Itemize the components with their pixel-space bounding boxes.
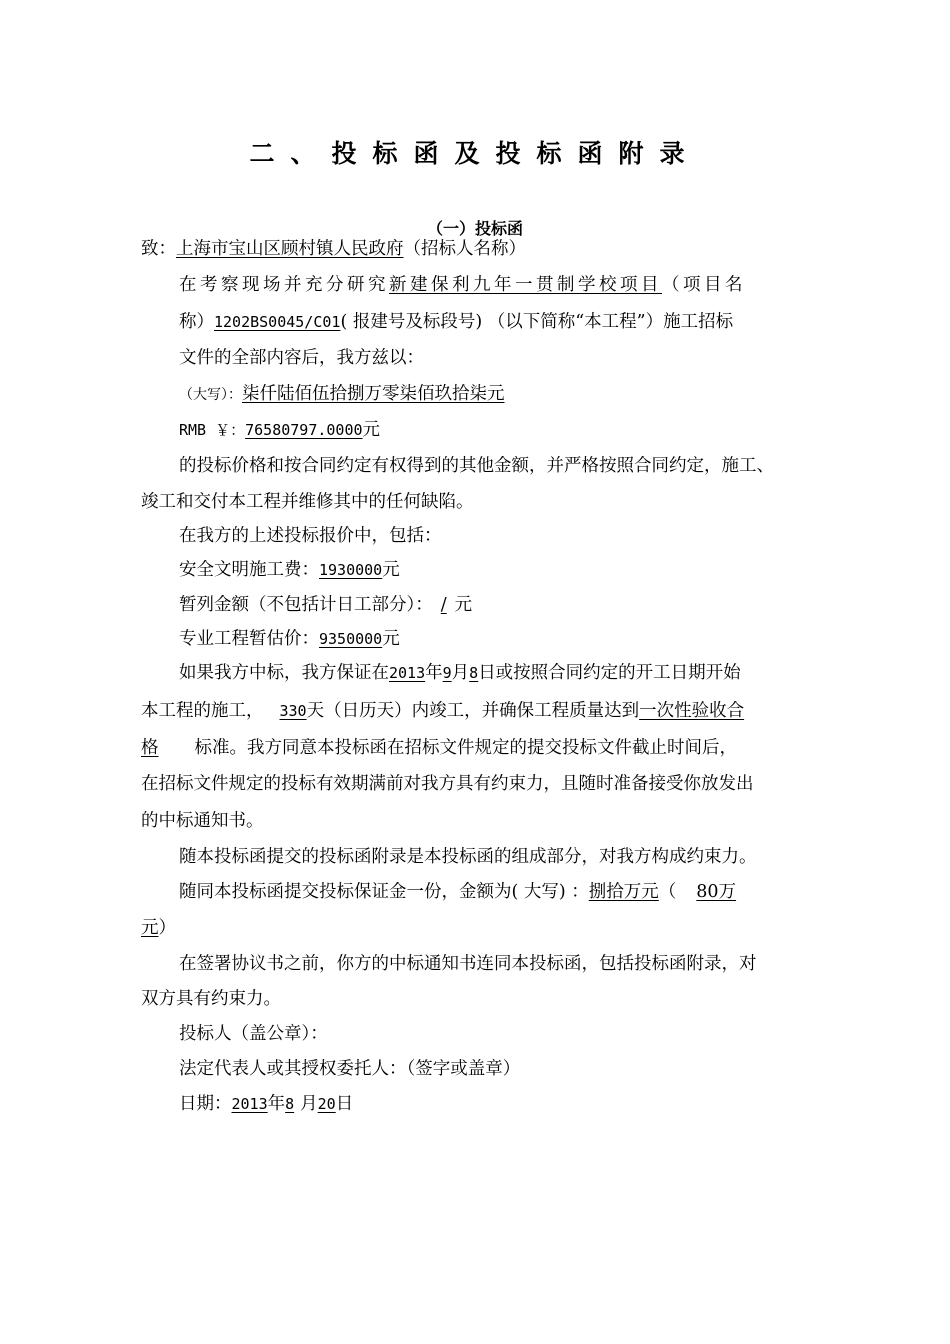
amount-rmb-line: RMB ￥：76580797.0000元 xyxy=(179,420,381,440)
intro-line-1: 在考察现场并充分研究新建保利九年一贯制学校项目（项目名 xyxy=(179,275,746,295)
duration-days: 330 xyxy=(279,702,307,720)
specialty-estimate-value: 9350000 xyxy=(319,630,383,648)
quality-standard: 一次性验收合 xyxy=(639,701,745,721)
safety-fee-value: 1930000 xyxy=(319,561,383,579)
date-month: 8 xyxy=(285,1095,295,1113)
para5-line-2: 双方具有约束力。 xyxy=(141,989,281,1009)
start-day: 8 xyxy=(469,664,479,682)
start-year: 2013 xyxy=(389,664,426,682)
guarantee-amount: 80万 xyxy=(696,882,737,902)
amount-words-value: 柒仟陆佰伍拾捌万零柒佰玖拾柒元 xyxy=(242,384,505,404)
date-year: 2013 xyxy=(231,1095,268,1113)
provisional-sum-value: / xyxy=(440,595,447,615)
guarantee-words: 捌拾万元 xyxy=(588,882,659,902)
intro-line-3: 文件的全部内容后，我方兹以： xyxy=(179,348,424,368)
specialty-estimate-line: 专业工程暂估价：9350000元 xyxy=(179,629,400,649)
amount-words-line xyxy=(179,383,505,406)
para1-line-1: 的投标价格和按合同约定有权得到的其他金额，并严格按照合同约定，施工、 xyxy=(179,456,774,476)
para4-line-1: 随同本投标函提交投标保证金一份，金额为( 大写) ：捌拾万元（ 80万 xyxy=(179,882,737,902)
provisional-sum-line: 暂列金额（不包括计日工部分）： / 元 xyxy=(179,595,473,615)
amount-words-label: （大写）： xyxy=(179,387,242,403)
addressee-line xyxy=(141,238,526,260)
section-subheading: （一）投标函 xyxy=(426,219,523,238)
para2-line-1: 如果我方中标，我方保证在2013年9月8日或按照合同约定的开工日期开始 xyxy=(179,663,741,683)
tenderer-name: 上海市宝山区顾村镇人民政府 xyxy=(176,239,404,259)
para2-line-3: 格 标准。我方同意本投标函在招标文件规定的提交投标文件截止时间后， xyxy=(141,738,737,758)
quality-standard-cont: 格 xyxy=(141,738,159,758)
bidder-seal-line: 投标人（盖公章）： xyxy=(179,1024,328,1044)
para4-line-2: 元） xyxy=(141,918,176,938)
para1-line-2: 竣工和交付本工程并维修其中的任何缺陷。 xyxy=(141,492,474,512)
para2-line-2: 本工程的施工， 330天（日历天）内竣工，并确保工程质量达到一次性验收合 xyxy=(141,701,745,721)
addressee-label: 致： xyxy=(141,239,176,259)
legal-rep-line: 法定代表人或其授权委托人：（签字或盖章） xyxy=(179,1059,521,1079)
amount-rmb-label: RMB ￥： xyxy=(179,421,246,439)
para2-line-5: 的中标通知书。 xyxy=(141,811,264,831)
date-line: 日期：2013年8 月20日 xyxy=(179,1094,354,1114)
start-month: 9 xyxy=(442,664,452,682)
safety-fee-line: 安全文明施工费：1930000元 xyxy=(179,560,400,580)
tenderer-suffix: （招标人名称） xyxy=(403,239,526,259)
document-heading: 二、投标函及投标函附录 xyxy=(249,139,701,168)
para3-line: 随本投标函提交的投标函附录是本投标函的组成部分，对我方构成约束力。 xyxy=(179,847,757,867)
include-line: 在我方的上述投标报价中，包括： xyxy=(179,526,442,546)
project-name: 新建保利九年一贯制学校项目 xyxy=(389,275,662,295)
para5-line-1: 在签署协议书之前，你方的中标通知书连同本投标函，包括投标函附录，对 xyxy=(179,954,757,974)
date-day: 20 xyxy=(317,1095,336,1113)
para2-line-4: 在招标文件规定的投标有效期满前对我方具有约束力，且随时准备接受你放发出 xyxy=(141,774,754,794)
bid-section-code: 1202BS0045/C01 xyxy=(214,313,341,331)
amount-rmb-value: 76580797.0000 xyxy=(245,421,363,439)
intro-line-2: 称）1202BS0045/C01( 报建号及标段号) （以下简称“本工程”）施工招标 xyxy=(179,312,734,332)
